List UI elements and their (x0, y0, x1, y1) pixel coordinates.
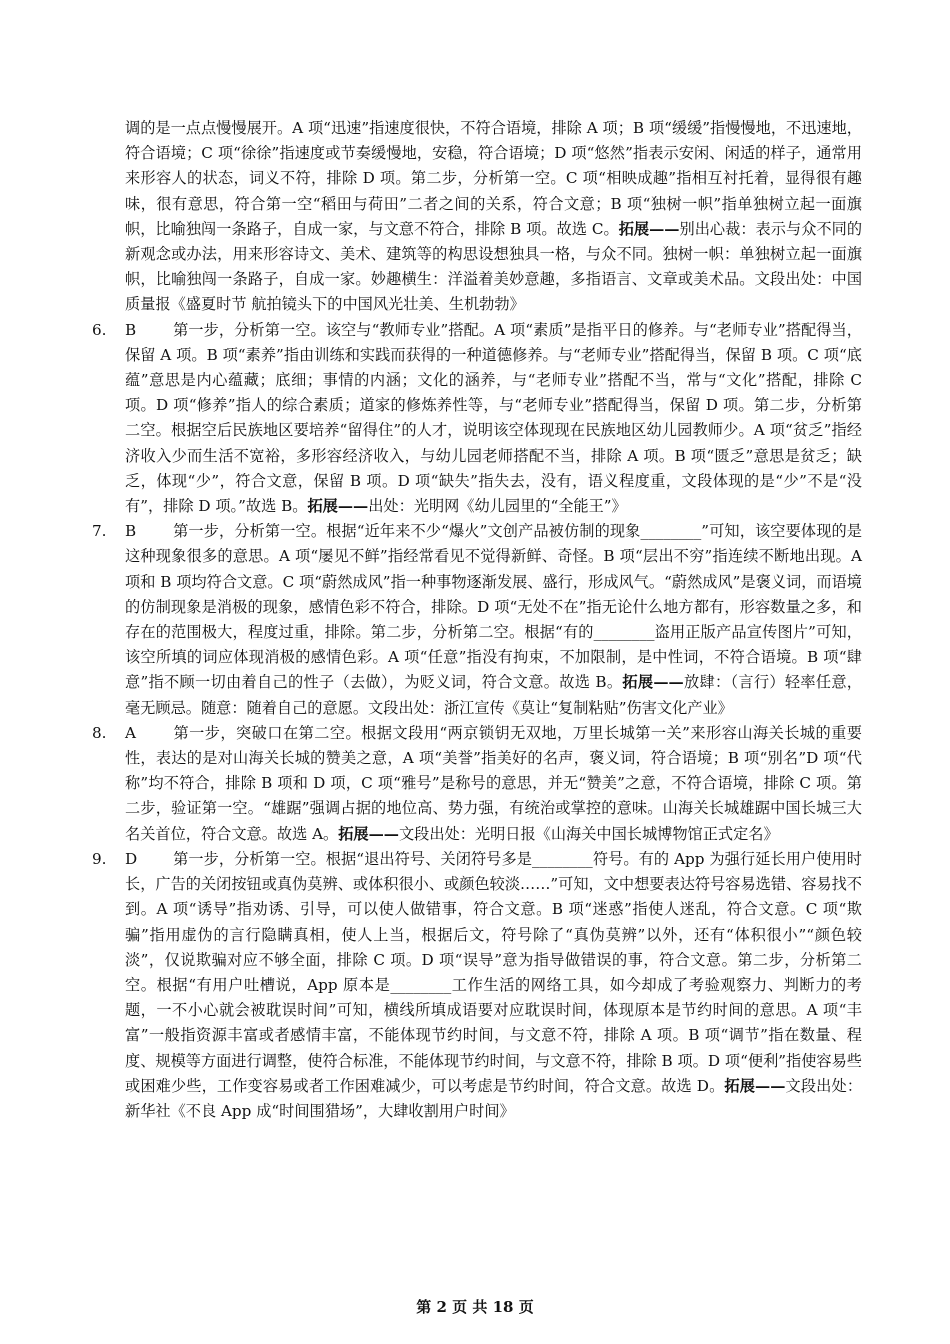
extension-text: 文段出处：光明日报《山海关中国长城博物馆正式定名》 (398, 824, 779, 843)
extension-text: 放肆：（言行）轻率任意，毫无顾忌。随意：随着自己的意愿。文段出处：浙江宣传《莫让“复制粘贴”伤害文化产业》 (125, 673, 862, 717)
extension-label: 拓展—— (618, 219, 680, 238)
item-body (125, 721, 862, 847)
answer-item-9 (92, 847, 862, 1124)
continuation-text: 调的是一点点慢慢展开。A 项“迅速”指速度很快，不符合语境，排除 A 项；B 项“缓缓”指慢慢地，不迅速地，符合语境；C 项“徐徐”指速度或节奏缓慢地，安稳，符合语境；D 项“悠然”指表示安闲、闲适的样子，通常用来形容人的状态，词义不符，排除 D 项。第二步，分析第一空。C 项“相映成趣”指相互衬托着，显得很有趣味，很有意思，符合第一空“稻田与荷田”二者之间的关系，符合文意；B 项“独树一帜”指单独树立起一面旗帜，比喻独闯一条路子，自成一家，与文意不符合，排除 B 项。故选 C。 (125, 119, 862, 238)
item-answer: B (125, 320, 137, 339)
item-explanation: 第一步，分析第一空。根据“近年来不少“爆火”文创产品被仿制的现象________”可知，该空要体现的是这种现象很多的意思。A 项“屡见不鲜”指经常看见不觉得新鲜、奇怪。B 项“层出不穷”指连续不断地出现。A 项和 B 项均符合文意。C 项“蔚然成风”指一种事物逐渐发展、盛行，形成风气。“蔚然成风”是褒义词，而语境的仿制现象是消极的现象，感情色彩不符合，排除。D 项“无处不在”指无论什么地方都有，形容数量之多，和存在的范围极大，程度过重，排除。第二步，分析第二空。根据“有的________盗用正版产品宣传图片”可知，该空所填的词应体现消极的感情色彩。A 项“任意”指没有拘束，不加限制，是中性词，不符合语境。B 项“肆意”指不顾一切由着自己的性子（去做），为贬义词，符合文意。故选 B。 (125, 522, 862, 692)
page-footer (0, 1296, 950, 1317)
item-answer: A (125, 723, 136, 742)
extension-label: 拓展—— (338, 824, 399, 843)
item-explanation: 第一步，突破口在第二空。根据文段用“两京锁钥无双地，万里长城第一关”来形容山海关长城的重要性，表达的是对山海关长城的赞美之意，A 项“美誉”指美好的名声，褒义词，符合语境；B 项“别名”D 项“代称”均不符合，排除 B 项和 D 项，C 项“雅号”是称号的意思，并无“赞美”之意，不符合语境，排除 C 项。第二步，验证第一空。“雄踞”强调占据的地位高、势力强，有统治或掌控的意味。山海关长城雄踞中国长城三大名关首位，符合文意。故选 A。 (125, 723, 862, 843)
item-explanation: 第一步，分析第一空。该空与“教师专业”搭配。A 项“素质”是指平日的修养。与“老师专业”搭配得当，保留 A 项。B 项“素养”指由训练和实践而获得的一种道德修养。与“老师专业”搭配得当，保留 B 项。C 项“底蕴”意思是内心蕴藏；底细；事情的内涵；文化的涵养，与“老师专业”搭配不当，常与“文化”搭配，排除 C 项。D 项“修养”指人的综合素质；道家的修炼养性等，与“老师专业”搭配得当，保留 D 项。第二步，分析第二空。根据空后民族地区要培养“留得住”的人才，说明该空体现现在民族地区幼儿园教师少。A 项“贫乏”指经济收入少而生活不宽裕，多形容经济收入，与幼儿园老师搭配不当，排除 A 项。B 项“匮乏”意思是贫乏；缺乏，体现“少”，符合文意，保留 B 项。D 项“缺失”指失去，没有，语义程度重，文段体现的是“少”不是“没有”，排除 D 项。”故选 B。 (125, 320, 862, 516)
item-number: 8. (92, 723, 107, 742)
answer-item-8 (92, 721, 862, 847)
item-body (125, 318, 862, 520)
extension-text: 文段出处：新华社《不良 App 成“时间围猎场”，大肆收割用户时间》 (125, 1076, 863, 1120)
answer-item-6 (92, 318, 862, 520)
extension-label: 拓展—— (724, 1076, 786, 1095)
item-answer: D (125, 849, 138, 868)
item-explanation: 第一步，分析第一空。根据“退出符号、关闭符号多是________符号。有的 App 为强行延长用户使用时长，广告的关闭按钮或真伪莫辨、或体积很小、或颜色较淡……”可知，文中想要表达符号容易选错、容易找不到。A 项“诱导”指劝诱、引导，可以使人做错事，符合文意。B 项“迷惑”指使人迷乱，符合文意。C 项“欺骗”指用虚伪的言行隐瞒真相，使人上当，根据后文，符号除了“真伪莫辨”以外，还有“体积很小”“颜色较淡”，仅说欺骗对应不够全面，排除 C 项。D 项“误导”意为指导做错误的事，符合文意。第二步，分析第二空。根据“有用户吐槽说，App 原本是________工作生活的网络工具，如今却成了考验观察力、判断力的考题，一不小心就会被耽误时间”可知，横线所填成语要对应耽误时间，体现原本是节约时间的意思。A 项“丰富”一般指资源丰富或者感情丰富，不能体现节约时间，与文意不符，排除 A 项。B 项“调节”指在数量、程度、规模等方面进行调整，使符合标准，不能体现节约时间，与文意不符，排除 B 项。D 项“便利”指使容易些或困难少些，工作变容易或者工作困难减少，可以考虑是节约时间，符合文意。故选 D。 (125, 849, 862, 1095)
item-answer: B (125, 522, 137, 541)
extension-text: 别出心裁：表示与众不同的新观念或办法，用来形容诗文、美术、建筑等的构思设想独具一格，与众不同。独树一帜：单独树立起一面旗帜，比喻独闯一条路子，自成一家。妙趣横生：洋溢着美妙意趣，多指语言、文章或美术品。文段出处：中国质量报《盛夏时节 航拍镜头下的中国风光壮美、生机勃勃》 (125, 219, 863, 314)
item-body (125, 847, 862, 1124)
item-number: 7. (92, 522, 107, 541)
answer-item-7 (92, 519, 862, 721)
item-number: 9. (92, 849, 107, 868)
extension-text: 出处：光明网《幼儿园里的“全能王”》 (368, 497, 627, 516)
page-number: 第 2 页 共 18 页 (416, 1298, 534, 1316)
extension-label: 拓展—— (307, 497, 369, 516)
extension-label: 拓展—— (622, 673, 684, 692)
answer-content (92, 116, 862, 1124)
continuation-paragraph (92, 116, 862, 318)
item-number: 6. (92, 320, 107, 339)
item-body (125, 519, 862, 721)
